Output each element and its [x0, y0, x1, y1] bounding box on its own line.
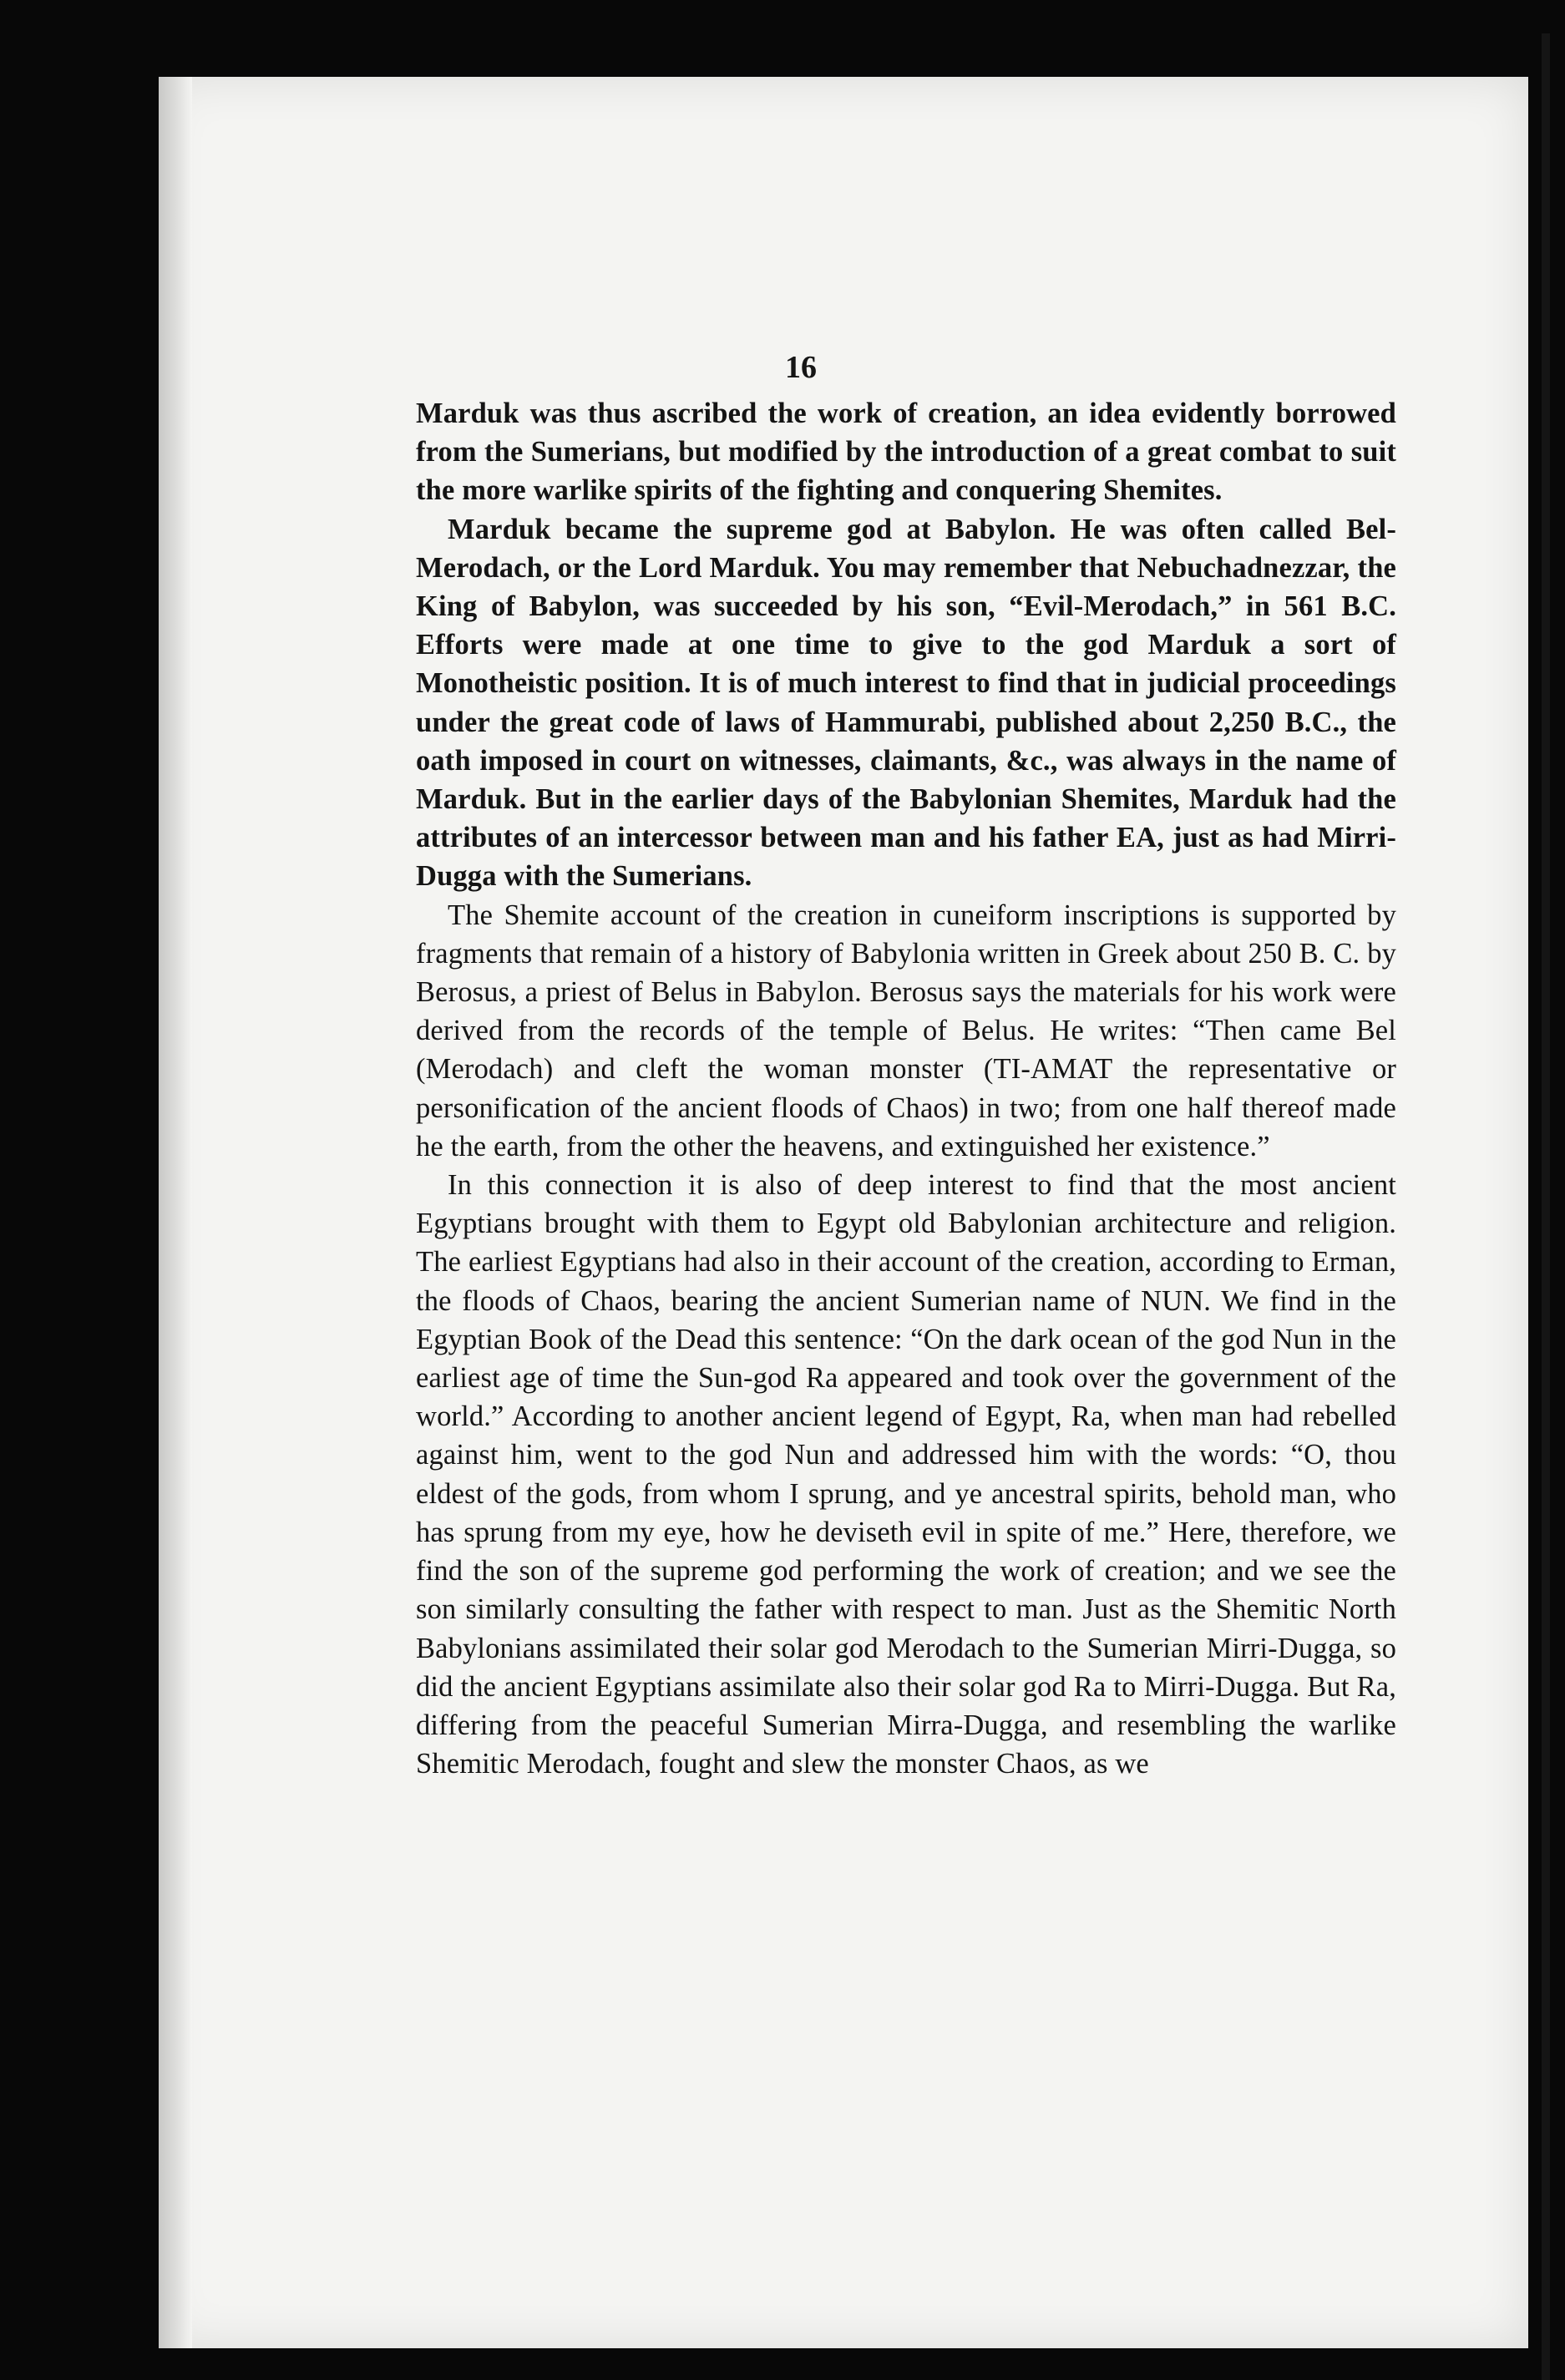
body-text	[416, 394, 1396, 1783]
paragraph-marduk-creation: Marduk was thus ascribed the work of creation, an idea evidently borrowed from the Sumerians, but modified by the introduction of a great combat to suit the more warlike spirits of the fighting and conquering Shemites.	[416, 398, 1396, 507]
paragraph-marduk-supreme-god: Marduk became the supreme god at Babylon. He was often called Bel-Merodach, or the Lord Marduk. You may remember that Nebuchadnezzar, the King of Babylon, was succeeded by his son, “Evil-Merodach,” in 561 B.C. Efforts were made at one time to give to the god Marduk a sort of Monotheistic position. It is of much interest to find that in judicial proceedings under the great code of laws of Hammurabi, published about 2,250 B.C., the oath imposed in court on witnesses, claimants, &c., was always in the name of Marduk. But in the earlier days of the Babylonian Shemites, Marduk had the attributes of an intercessor between man and his father EA, just as had Mirri-Dugga with the Sumerians.	[416, 513, 1396, 893]
page-gutter-shadow	[159, 77, 192, 2348]
page-number: 16	[785, 350, 817, 385]
paragraph-shemite-account: The Shemite account of the creation in cuneiform inscriptions is supported by fragments that remain of a history of Babylonia written in Greek about 250 B. C. by Berosus, a priest of Belus in Babylon. Berosus says the materials for his work were derived from the records of the temple of Belus. He writes: “Then came Bel (Merodach) and cleft the woman monster (TI-AMAT the representative or personification of the ancient floods of Chaos) in two; from one half thereof made he the earth, from the other the heavens, and extinguished her existence.”	[416, 899, 1396, 1162]
paragraph-egyptian-connection: In this connection it is also of deep interest to find that the most ancient Egyptians brought with them to Egypt old Babylonian architecture and religion. The earliest Egyptians had also in their account of the creation, according to Erman, the floods of Chaos, bearing the ancient Sumerian name of NUN. We find in the Egyptian Book of the Dead this sentence: “On the dark ocean of the god Nun in the earliest age of time the Sun-god Ra appeared and took over the government of the world.” According to another ancient legend of Egypt, Ra, when man had rebelled against him, went to the god Nun and addressed him with the words: “O, thou eldest of the gods, from whom I sprung, and ye ancestral spirits, behold man, who has sprung from my eye, how he deviseth evil in spite of me.” Here, therefore, we find the son of the supreme god performing the work of creation; and we see the son similarly consulting the father with respect to man. Just as the Shemitic North Babylonians assimilated their solar god Merodach to the Sumerian Mirri-Dugga, so did the ancient Egyptians assimilate also their solar god Ra to Mirri-Dugga. But Ra, differing from the peaceful Sumerian Mirra-Dugga, and resembling the warlike Shemitic Merodach, fought and slew the monster Chaos, as we	[416, 1169, 1396, 1780]
